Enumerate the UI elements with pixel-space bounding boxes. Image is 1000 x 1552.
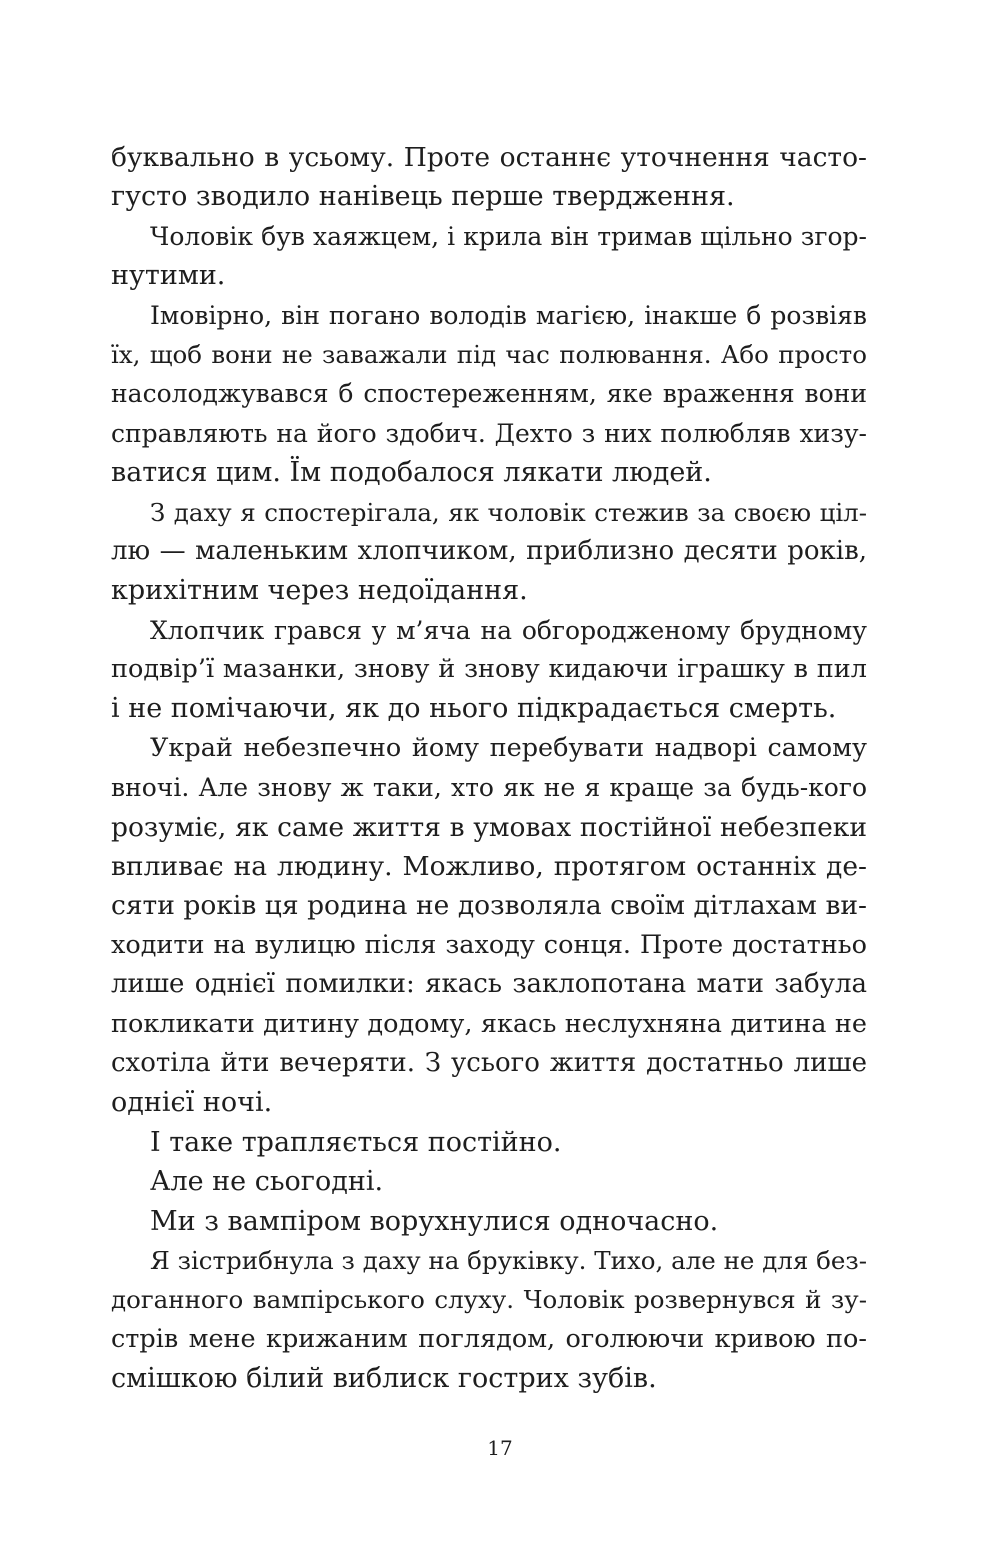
text-line: вночі. Але знову ж таки, хто як не я краще за будь-кого	[111, 773, 867, 803]
text-line: лише однієї помилки: якась заклопотана мати забула	[111, 969, 867, 1000]
text-line: Чоловік був хаяжцем, і крила він тримав щільно згор-	[150, 221, 867, 251]
text-line: доганного вампірського слуху. Чоловік розвернувся й зу-	[111, 1285, 867, 1315]
text-line: крихітним через недоїдання.	[111, 575, 528, 607]
book-page-text	[111, 138, 867, 1399]
text-line: Ми з вампіром ворухнулися одночасно.	[150, 1205, 719, 1237]
text-line: Але не сьогодні.	[150, 1166, 384, 1198]
text-line: Хлопчик грався у м’яча на обгородженому брудному	[150, 615, 867, 645]
text-line: буквально в усьому. Проте останнє уточнення часто-	[111, 142, 867, 173]
text-line: смішкою білий виблиск гострих зубів.	[111, 1363, 657, 1395]
text-line: густо зводило нанівець перше твердження.	[111, 181, 735, 213]
text-line: подвір’ї мазанки, знову й знову кидаючи іграшку в пил	[111, 654, 867, 685]
text-line: ходити на вулицю після заходу сонця. Проте достатньо	[111, 929, 867, 960]
text-line: Украй небезпечно йому перебувати надворі самому	[150, 732, 867, 763]
text-line: і не помічаючи, як до нього підкрадається смерть.	[111, 693, 837, 725]
text-line: нутими.	[111, 260, 226, 292]
text-line: Я зістрибнула з даху на бруківку. Тихо, але не для без-	[150, 1245, 867, 1275]
text-line: лю — маленьким хлопчиком, приблизно десяти років,	[111, 535, 867, 566]
text-line: насолоджувався б спостереженням, яке враження вони	[111, 379, 867, 409]
page-number: 17	[487, 1436, 513, 1460]
text-line: І таке трапляється постійно.	[150, 1126, 562, 1158]
text-line: однієї ночі.	[111, 1087, 273, 1119]
text-line: сяти років ця родина не дозволяла своїм дітлахам ви-	[111, 890, 867, 922]
text-line: впливає на людину. Можливо, протягом останніх де-	[111, 851, 867, 883]
text-line: їх, щоб вони не заважали під час полювання. Або просто	[111, 339, 867, 369]
text-line: покликати дитину додому, якась неслухняна дитина не	[111, 1008, 867, 1039]
text-line: розуміє, як саме життя в умовах постійної небезпеки	[111, 811, 867, 843]
text-line: справляють на його здобич. Дехто з них полюбляв хизу-	[111, 418, 867, 448]
text-line: схотіла йти вечеряти. З усього життя достатньо лише	[111, 1047, 867, 1078]
text-line: З даху я спостерігала, як чоловік стежив за своєю ціл-	[150, 497, 867, 527]
text-line: Імовірно, він погано володів магією, інакше б розвіяв	[150, 300, 867, 330]
text-line: ватися цим. Їм подобалося лякати людей.	[111, 457, 712, 489]
text-line: стрів мене крижаним поглядом, оголюючи кривою по-	[111, 1323, 867, 1354]
